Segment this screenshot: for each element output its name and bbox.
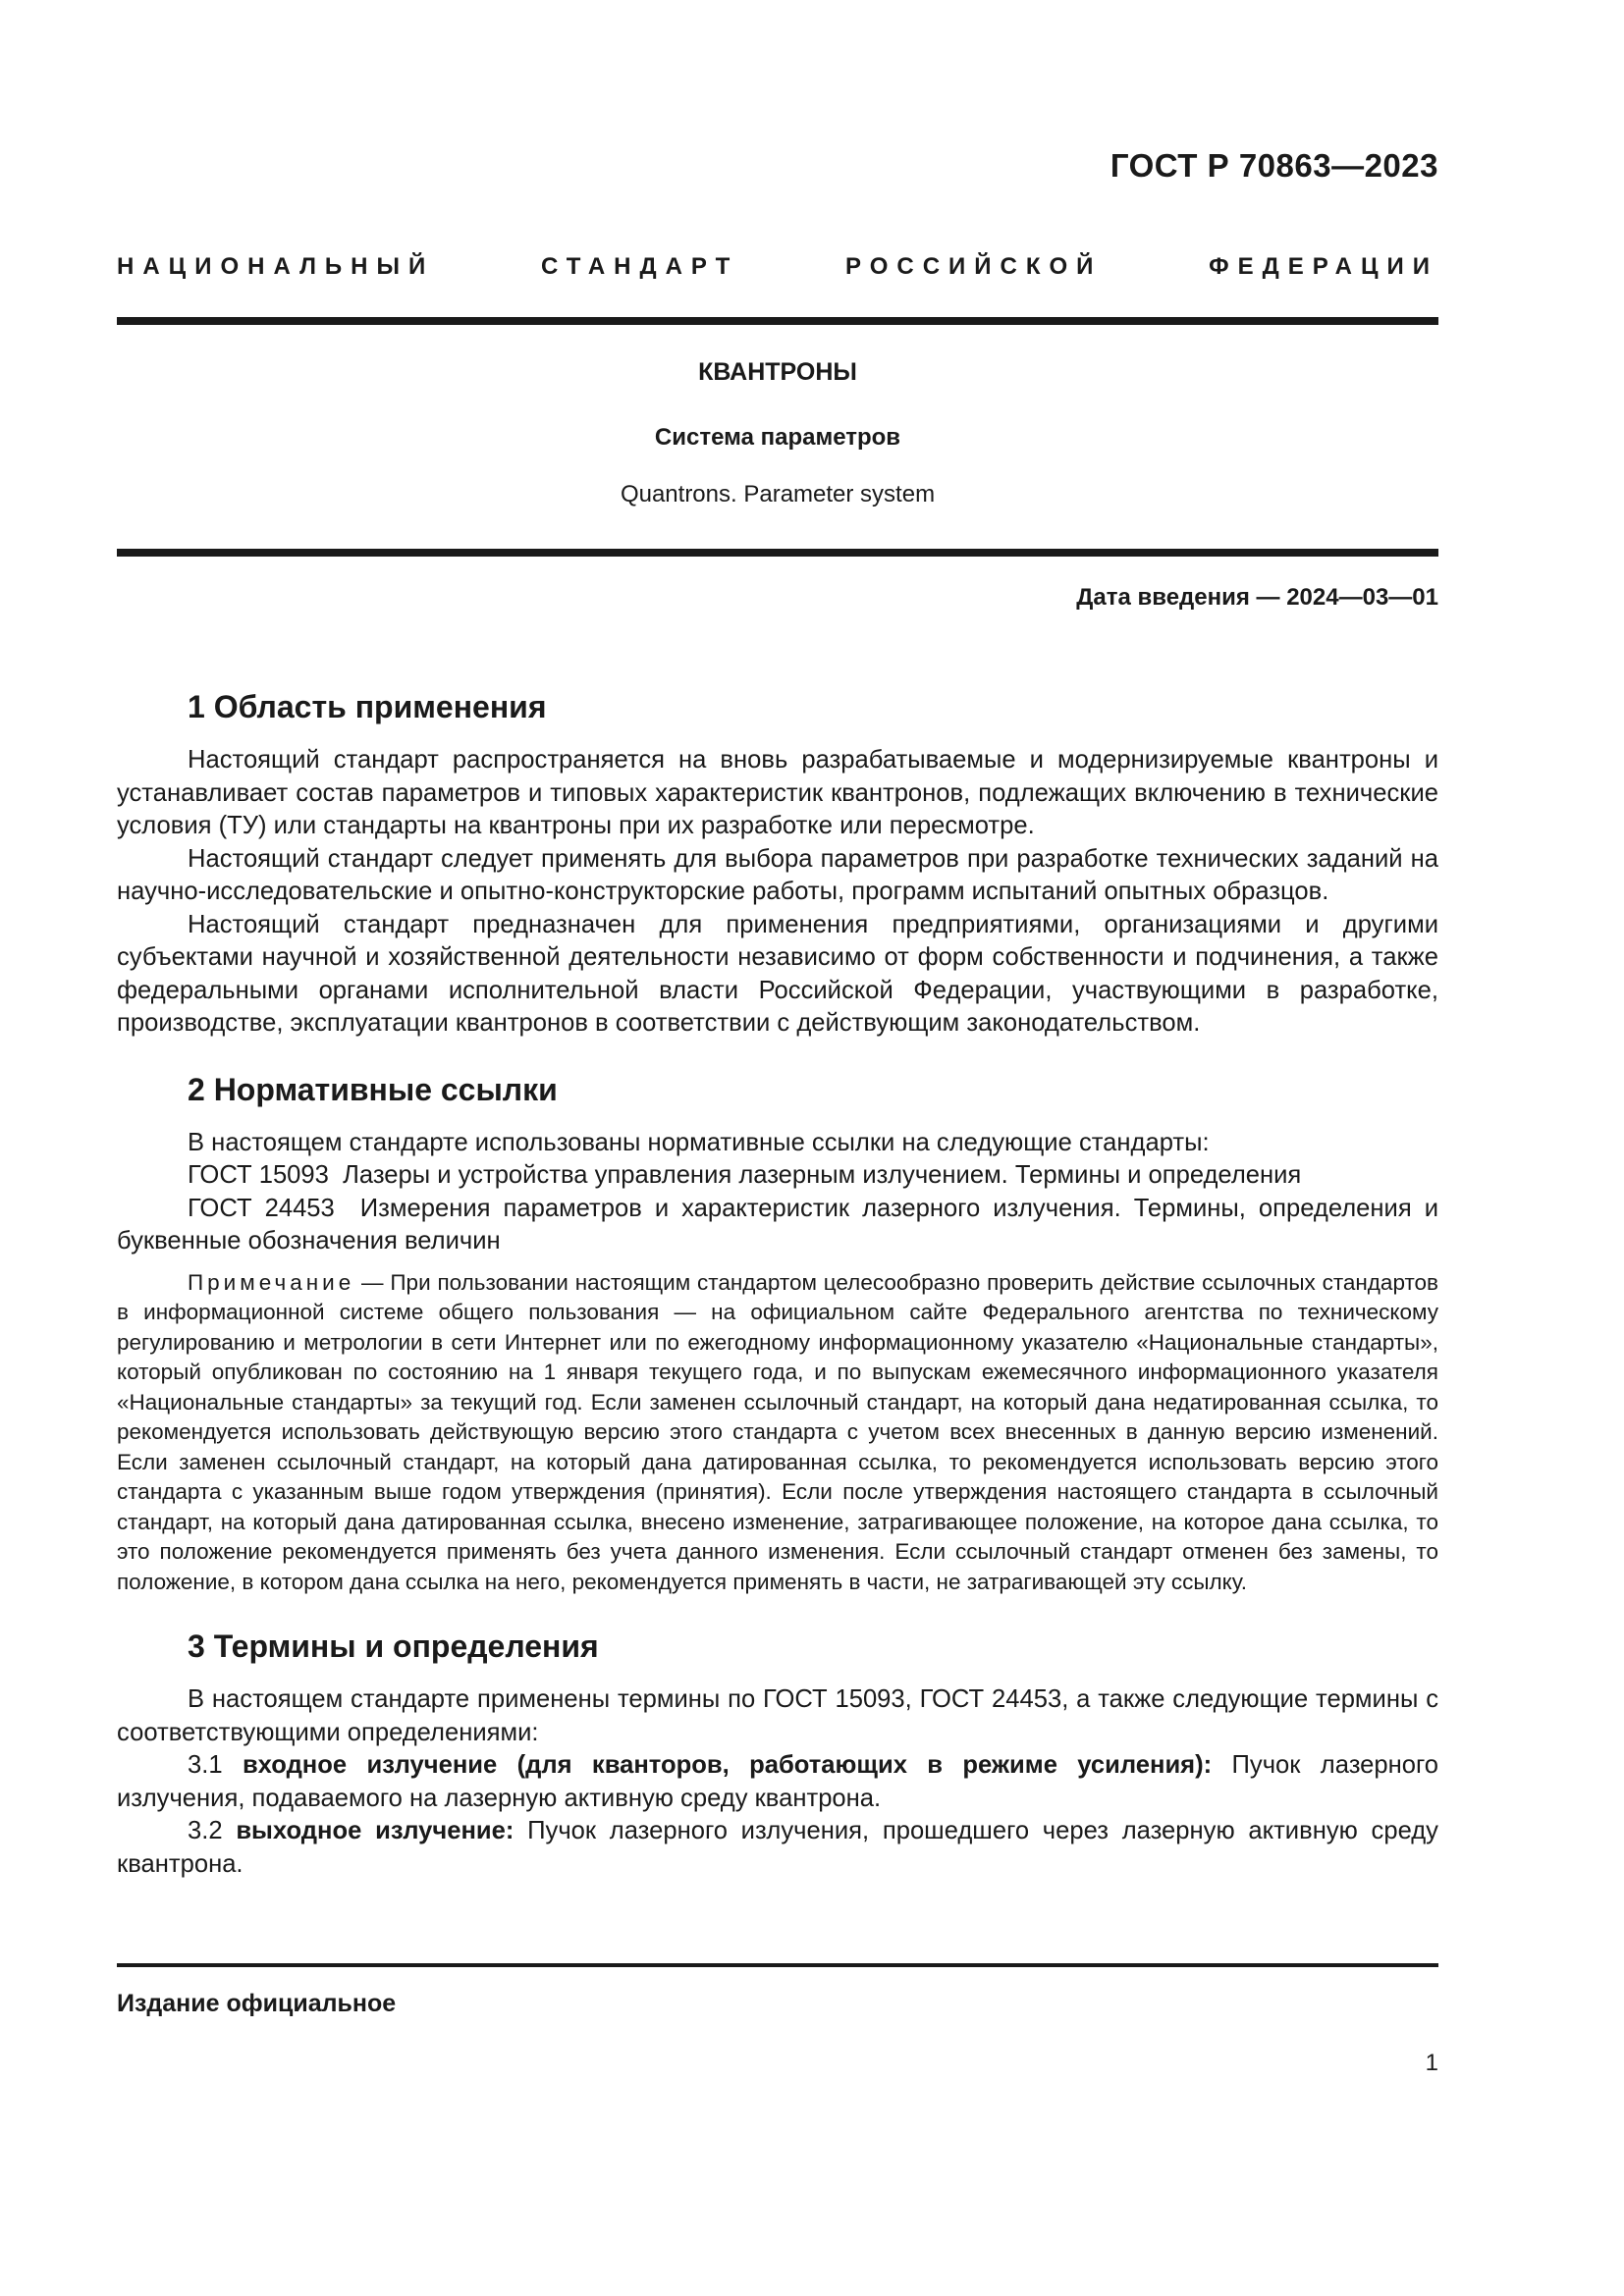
top-divider (117, 317, 1438, 325)
paragraph: В настоящем стандарте использованы нормативные ссылки на следующие стандарты: (188, 1128, 1210, 1156)
national-standard-banner: НАЦИОНАЛЬНЫЙ СТАНДАРТ РОССИЙСКОЙ ФЕДЕРАЦИИ (117, 253, 1438, 280)
title-divider (117, 549, 1438, 557)
note-text: — При пользовании настоящим стандартом целесообразно проверить действие ссылочных стандартов в информационной системе общего пользования — на официальном сайте Федерального агентства по техническому регулированию и метрологии в сети Интернет или по ежегодному информационному указателю «Национальные стандарты», который опубликован по состоянию на 1 января текущего года, и по выпускам ежемесячного информационного указателя «Национальные стандарты» за текущий год. Если заменен ссылочный стандарт, на который дана недатированная ссылка, то рекомендуется использовать действующую версию этого стандарта с учетом всех внесенных в данную версию изменений. Если заменен ссылочный стандарт, на который дана датированная ссылка, то рекомендуется использовать версию этого стандарта с указанным выше годом утверждения (принятия). Если после утверждения настоящего стандарта в ссылочный стандарт, на который дана датированная ссылка, внесено изменение, затрагивающее положение, на которое дана ссылка, то это положение рекомендуется применять без учета данного изменения. Если ссылочный стандарт отменен без замены, то положение, в котором дана ссылка на него, рекомендуется применять в части, не затрагивающей эту ссылку. (117, 1269, 1438, 1594)
paragraph: Настоящий стандарт предназначен для применения предприятиями, организациями и другими субъектами научной и хозяйственной деятельности независимо от форм собственности и подчинения, а также федеральными органами исполнительной власти Российской Федерации, участвующими в разработке, производстве, эксплуатации квантронов в соответствии с действующим законодательством. (117, 910, 1438, 1037)
section-heading: 3 Термины и определения (188, 1629, 599, 1664)
document-title: КВАНТРОНЫ (698, 358, 857, 386)
term-number: 3.2 (188, 1817, 223, 1844)
document-number: ГОСТ Р 70863—2023 (1110, 147, 1438, 184)
reference-item: ГОСТ 24453 Измерения параметров и характеристик лазерного излучения. Термины, определения и буквенные обозначения величин (117, 1194, 1446, 1255)
footer-divider (117, 1963, 1438, 1967)
paragraph: Настоящий стандарт следует применять для выбора параметров при разработке технических заданий на научно-исследовательские и опытно-конструкторские работы, программ испытаний опытных образцов. (117, 844, 1438, 905)
section-terms (117, 1627, 1438, 1881)
paragraph: В настоящем стандарте применены термины по ГОСТ 15093, ГОСТ 24453, а также следующие термины с соответствующими определениями: (117, 1685, 1438, 1746)
note-label: Примечание (188, 1269, 355, 1295)
document-body (117, 687, 1446, 1910)
note (117, 1268, 1438, 1598)
term-entry (117, 1815, 1438, 1881)
official-edition-label: Издание официальное (117, 1990, 397, 2017)
term-number: 3.1 (188, 1751, 223, 1779)
term-definition: Пучок лазерного излучения, подаваемого на лазерную активную среду квантрона. (117, 1751, 1438, 1812)
term-name: входное излучение (для кванторов, работающих в режиме усиления): (242, 1751, 1213, 1779)
section-normative-references (117, 1070, 1446, 1598)
section-heading: 2 Нормативные ссылки (188, 1071, 558, 1107)
document-subtitle: Система параметров (654, 424, 901, 451)
paragraph: Настоящий стандарт распространяется на вновь разрабатываемые и модернизируемые квантроны и устанавливает состав параметров и типовых характеристик квантронов, подлежащих включению в технические условия (ТУ) или стандарты на квантроны при их разработке или пересмотре. (117, 746, 1438, 839)
page-number: 1 (1425, 2050, 1438, 2076)
term-name: выходное излучение: (236, 1817, 514, 1844)
reference-item: ГОСТ 15093 Лазеры и устройства управления лазерным излучением. Термины и определения (188, 1161, 1302, 1189)
term-definition: Пучок лазерного излучения, прошедшего через лазерную активную среду квантрона. (117, 1817, 1438, 1878)
section-heading: 1 Область применения (188, 689, 547, 724)
section-scope (117, 687, 1438, 1041)
english-title: Quantrons. Parameter system (620, 481, 936, 507)
term-entry (117, 1749, 1438, 1815)
introduction-date: Дата введения — 2024—03—01 (1076, 584, 1438, 611)
